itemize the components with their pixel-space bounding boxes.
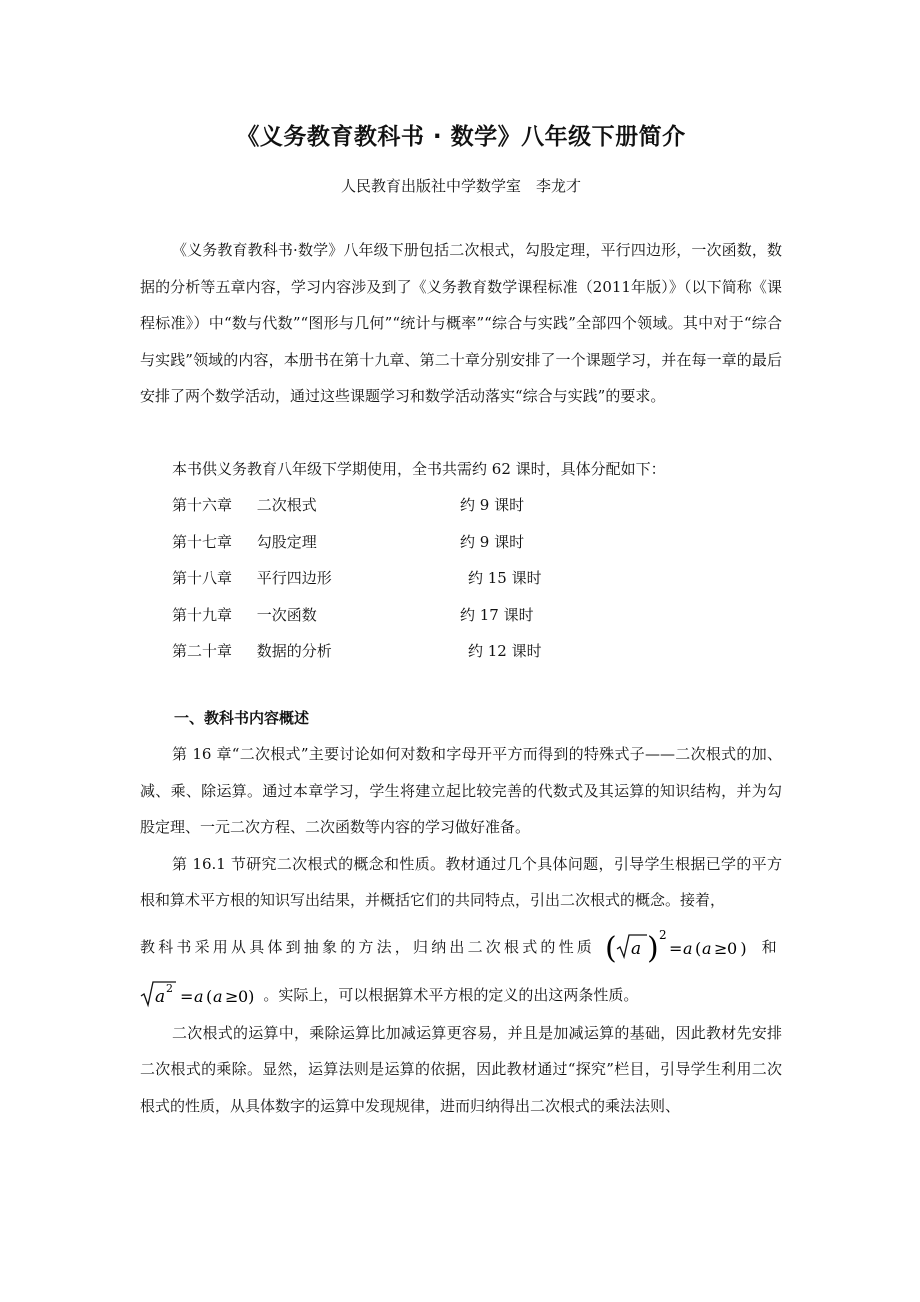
chapter-hours: 约 17 课时 (460, 605, 534, 624)
chapter-number: 第十六章 (172, 496, 233, 514)
usage-paragraph: 本书供义务教育八年级下学期使用，全书共需约 62 课时，具体分配如下： (172, 459, 666, 478)
svg-text:=: = (180, 987, 194, 1006)
svg-text:a: a (701, 939, 715, 958)
svg-text:(: ( (604, 931, 620, 966)
chapter-hours: 约 15 课时 (468, 569, 542, 587)
formula-line-2 (140, 975, 782, 1015)
schedule-list (140, 487, 782, 670)
formula-sqrt-of-square (140, 982, 263, 1007)
svg-text:a: a (213, 987, 223, 1006)
chapter-number: 第二十章 (172, 642, 233, 660)
section-16-1-paragraph: 第 16.1 节研究二次根式的概念和性质。教材通过几个具体问题，引导学生根据已学的平方根和算术平方根的知识写出结果，并概括它们的共同特点，引出二次根式的概念。接着， (140, 854, 782, 909)
chapter-number: 第十九章 (172, 605, 233, 624)
svg-text:(: ( (694, 939, 705, 958)
schedule-row (172, 487, 782, 524)
formula-sqrt-of-square-svg (140, 978, 258, 1012)
chapter-hours: 约 9 课时 (460, 532, 525, 551)
svg-text:0): 0) (238, 987, 255, 1006)
formula-after-text: 。实际上，可以根据算术平方根的定义的出这两条性质。 (263, 985, 639, 1004)
formula-and-text: 和 (761, 937, 780, 956)
svg-text:2: 2 (166, 982, 173, 995)
author-line: 人民教育出版社中学数学室 李龙才 (340, 177, 581, 195)
chapter-hours: 约 12 课时 (468, 642, 542, 660)
intro-paragraph: 《义务教育教科书·数学》八年级下册包括二次根式，勾股定理，平行四边形，一次函数，数据的分析等五章内容，学习内容涉及到了《义务教育数学课程标准（2011年版）》（以下简称《课程标准》）中“数与代数”“图形与几何”“统计与概率”“综合与实践”全部四个领域。其中对于“综合与实践”领域的内容，本册书在第十九章、第二十章分别安排了一个课题学习，并在每一章的最后安排了两个数学活动，通过这些课题学习和数学活动落实“综合与实践”的要求。 (140, 241, 782, 405)
chapter-number: 第十八章 (172, 569, 233, 587)
svg-text:≥: ≥ (225, 987, 239, 1006)
document-title: 《义务教育教科书 · 数学》八年级下册简介 (236, 124, 686, 150)
svg-text:a: a (682, 939, 696, 958)
chapter-name: 勾股定理 (256, 532, 317, 551)
schedule-row (172, 633, 782, 670)
chapter-name: 平行四边形 (256, 569, 332, 587)
chapter-number: 第十七章 (172, 532, 233, 551)
section-heading: 一、教科书内容概述 (174, 708, 310, 727)
svg-text:): ) (646, 931, 662, 966)
chapter-hours: 约 9 课时 (460, 496, 525, 514)
svg-text:2: 2 (658, 928, 670, 942)
schedule-row (172, 560, 782, 597)
formula-intro-text: 教科书采用从具体到抽象的方法，归纳出二次根式的性质 (140, 937, 596, 956)
schedule-row (172, 524, 782, 561)
svg-text:a: a (155, 987, 166, 1007)
schedule-row (172, 597, 782, 634)
svg-text:a: a (194, 987, 204, 1006)
svg-text:(: ( (206, 987, 213, 1006)
svg-text:≥: ≥ (713, 939, 731, 958)
formula-line (140, 919, 782, 975)
svg-text:=: = (668, 939, 686, 958)
formula-sqrt-squared (603, 928, 762, 966)
operations-paragraph: 二次根式的运算中，乘除运算比加减运算更容易，并且是加减运算的基础，因此教材先安排二次根式的乘除。显然，运算法则是运算的依据，因此教材通过“探究”栏目，引导学生利用二次根式的性质，从具体数字的运算中发现规律，进而归纳得出二次根式的乘法法则、 (140, 1023, 782, 1115)
chapter-name: 一次函数 (256, 605, 317, 624)
chapter16-paragraph: 第 16 章“二次根式”主要讨论如何对数和字母开平方而得到的特殊式子——二次根式的加、减、乘、除运算。通过本章学习，学生将建立起比较完善的代数式及其运算的知识结构，并为勾股定理、一元二次方程、二次函数等内容的学习做好准备。 (140, 745, 782, 836)
svg-text:0): 0) (726, 939, 750, 958)
formula-sqrt-squared-svg (603, 925, 753, 969)
svg-text:a: a (630, 939, 645, 959)
document-page (140, 118, 782, 1124)
chapter-name: 二次根式 (256, 496, 317, 514)
chapter-name: 数据的分析 (256, 642, 332, 660)
